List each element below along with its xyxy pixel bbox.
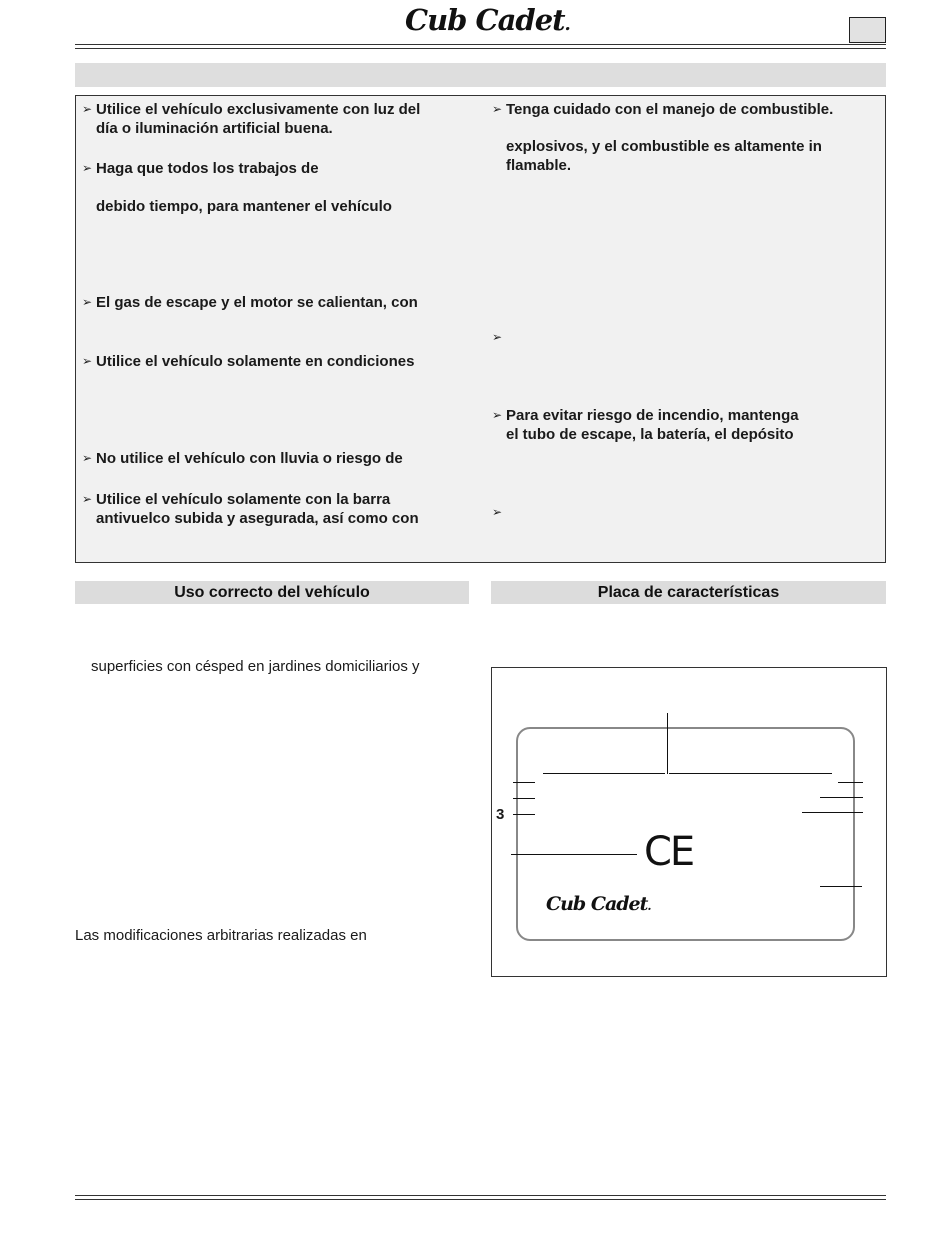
callout-line — [513, 782, 535, 783]
arrow-bullet-icon: ➢ — [82, 295, 93, 309]
arrow-bullet-icon: ➢ — [82, 102, 93, 116]
callout-line — [667, 713, 668, 774]
callout-line — [820, 886, 862, 887]
plate-brand-logo: Cub Cadet. — [546, 893, 651, 915]
arrow-bullet-icon: ➢ — [82, 492, 93, 506]
safety-bullet: ➢ Haga que todos los trabajos de — [82, 160, 319, 177]
callout-line — [513, 814, 535, 815]
arrow-bullet-icon: ➢ — [492, 102, 503, 116]
callout-line — [802, 812, 863, 813]
plate-callout-number: 3 — [496, 806, 505, 823]
uso-paragraph-line: superficies con césped en jardines domiciliarios y — [91, 658, 420, 675]
callout-line — [820, 797, 863, 798]
section-heading-placa: Placa de características — [491, 581, 886, 604]
callout-line — [543, 773, 665, 774]
safety-bullet: ➢ Utilice el vehículo exclusivamente con luz del día o iluminación artificial buena. — [82, 101, 421, 137]
callout-line — [669, 773, 832, 774]
arrow-bullet-icon: ➢ — [492, 330, 503, 344]
arrow-bullet-icon: ➢ — [492, 408, 503, 422]
arrow-bullet-icon: ➢ — [492, 505, 503, 519]
uso-paragraph-line: Las modificaciones arbitrarias realizadas en — [75, 927, 367, 944]
ce-mark-icon: CE — [644, 829, 694, 875]
safety-bullet: ➢ No utilice el vehículo con lluvia o riesgo de — [82, 450, 403, 467]
arrow-bullet-icon: ➢ — [82, 354, 93, 368]
safety-bullet-continuation: debido tiempo, para mantener el vehículo — [96, 198, 392, 215]
arrow-bullet-icon: ➢ — [82, 161, 93, 175]
section-heading-uso: Uso correcto del vehículo — [75, 581, 469, 604]
safety-bullet: ➢ Para evitar riesgo de incendio, mantenga el tubo de escape, la batería, el depósito — [492, 407, 799, 443]
safety-bullet: ➢ Utilice el vehículo solamente con la barra antivuelco subida y asegurada, así como con — [82, 491, 419, 527]
header-rule-bottom — [75, 48, 886, 49]
callout-line — [513, 798, 535, 799]
safety-bullet-continuation: explosivos, y el combustible es altamente in flamable. — [506, 138, 822, 174]
footer-rule-top — [75, 1195, 886, 1196]
safety-bullet: ➢ Tenga cuidado con el manejo de combustible. — [492, 101, 834, 118]
arrow-bullet-icon: ➢ — [82, 451, 93, 465]
section-title-band — [75, 63, 886, 87]
brand-logo: Cub Cadet. — [405, 3, 570, 37]
page-number-box — [849, 17, 886, 43]
callout-line — [511, 854, 637, 855]
safety-bullet: ➢ Utilice el vehículo solamente en condiciones — [82, 353, 415, 370]
header-rule-top — [75, 44, 886, 45]
footer-rule-bottom — [75, 1199, 886, 1200]
safety-bullet: ➢ El gas de escape y el motor se calientan, con — [82, 294, 418, 311]
callout-line — [838, 782, 863, 783]
